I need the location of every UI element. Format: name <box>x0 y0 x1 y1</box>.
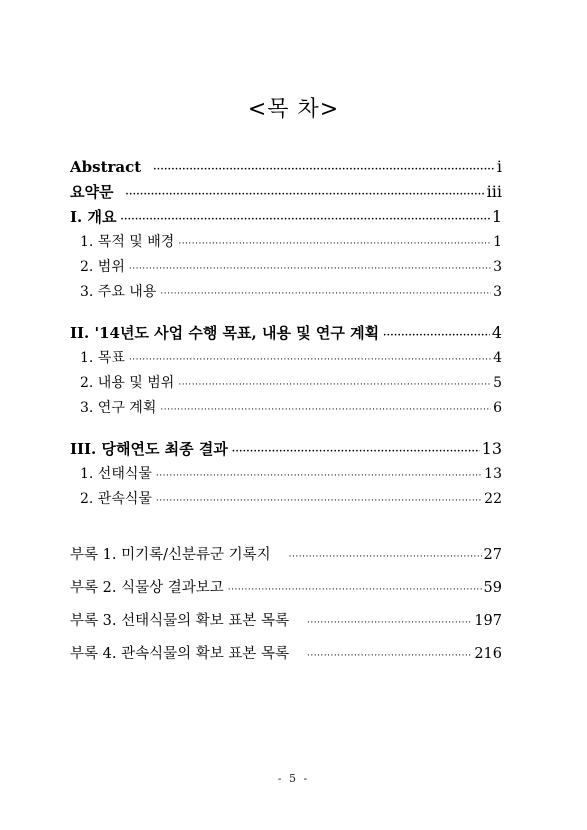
toc-page: 4 <box>491 323 502 342</box>
toc-label: 1. 목적 및 배경 <box>80 234 175 250</box>
dot-leader <box>125 184 484 206</box>
toc-page: 197 <box>474 613 502 629</box>
toc-entry-appendix-1[interactable] <box>70 544 502 566</box>
dot-leader <box>120 209 489 231</box>
toc-entry-appendix-4[interactable] <box>70 643 502 665</box>
toc-label: 1. 목표 <box>80 350 125 366</box>
toc-page: iii <box>486 182 502 201</box>
dot-leader <box>178 374 491 396</box>
toc-page: 5 <box>493 375 502 391</box>
toc-page: 27 <box>483 547 502 563</box>
toc-label: II. '14년도 사업 수행 목표, 내용 및 연구 계획 <box>70 324 380 342</box>
toc-page: 22 <box>484 491 502 507</box>
toc-entry-chapter-2[interactable] <box>70 322 502 344</box>
dot-leader <box>153 159 495 181</box>
toc-label: 2. 관속식물 <box>80 491 152 507</box>
dot-leader <box>228 579 482 601</box>
toc-label: 2. 내용 및 범위 <box>80 375 175 391</box>
toc-entry-chapter-1[interactable] <box>70 206 502 228</box>
toc-label: 2. 범위 <box>80 259 125 275</box>
toc-label: Abstract <box>70 158 142 176</box>
toc-entry-2-3[interactable] <box>70 397 502 419</box>
toc-label: 부록 4. 관속식물의 확보 표본 목록 <box>70 646 289 662</box>
toc-page: i <box>496 157 502 176</box>
toc-entry-2-2[interactable] <box>70 372 502 394</box>
toc-entry-1-3[interactable] <box>70 281 502 303</box>
toc-entry-2-1[interactable] <box>70 347 502 369</box>
toc-label: III. 당해연도 최종 결과 <box>70 440 228 458</box>
toc-page: 6 <box>493 400 502 416</box>
toc-entry-summary[interactable] <box>70 181 502 203</box>
toc-page: 4 <box>493 350 502 366</box>
page-number: - 5 - <box>277 772 310 785</box>
toc-label: 요약문 <box>70 183 114 201</box>
toc-label: 부록 1. 미기록/신분류군 기록지 <box>70 547 271 563</box>
toc-page: 13 <box>484 466 502 482</box>
toc-label: 3. 주요 내용 <box>80 284 157 300</box>
toc-page: 13 <box>481 439 502 458</box>
dot-leader <box>160 283 491 305</box>
page-title: <목 차> <box>247 97 340 122</box>
dot-leader <box>232 441 480 463</box>
toc-page: 1 <box>491 207 502 226</box>
dot-leader <box>160 399 491 421</box>
dot-leader <box>383 325 490 347</box>
toc-entry-appendix-2[interactable] <box>70 577 502 599</box>
toc-label: 3. 연구 계획 <box>80 400 157 416</box>
dot-leader <box>156 490 482 512</box>
toc-page: 216 <box>474 646 502 662</box>
dot-leader <box>129 258 491 280</box>
toc-page: 3 <box>493 284 502 300</box>
dot-leader <box>289 546 482 568</box>
dot-leader <box>307 612 472 634</box>
dot-leader <box>156 465 482 487</box>
toc-entry-3-2[interactable] <box>70 488 502 510</box>
toc-entry-1-2[interactable] <box>70 256 502 278</box>
toc-entry-1-1[interactable] <box>70 231 502 253</box>
toc-label: I. 개요 <box>70 208 117 226</box>
toc-entry-3-1[interactable] <box>70 463 502 485</box>
toc-label: 부록 2. 식물상 결과보고 <box>70 580 224 596</box>
dot-leader <box>178 233 491 255</box>
toc-page: 1 <box>493 234 502 250</box>
toc-label: 1. 선태식물 <box>80 466 152 482</box>
toc-entry-chapter-3[interactable] <box>70 438 502 460</box>
toc-entry-abstract[interactable] <box>70 156 502 178</box>
toc-page: 3 <box>493 259 502 275</box>
dot-leader <box>129 349 491 371</box>
toc-page: 59 <box>483 580 502 596</box>
toc-label: 부록 3. 선태식물의 확보 표본 목록 <box>70 613 289 629</box>
dot-leader <box>307 645 472 667</box>
toc-entry-appendix-3[interactable] <box>70 610 502 632</box>
